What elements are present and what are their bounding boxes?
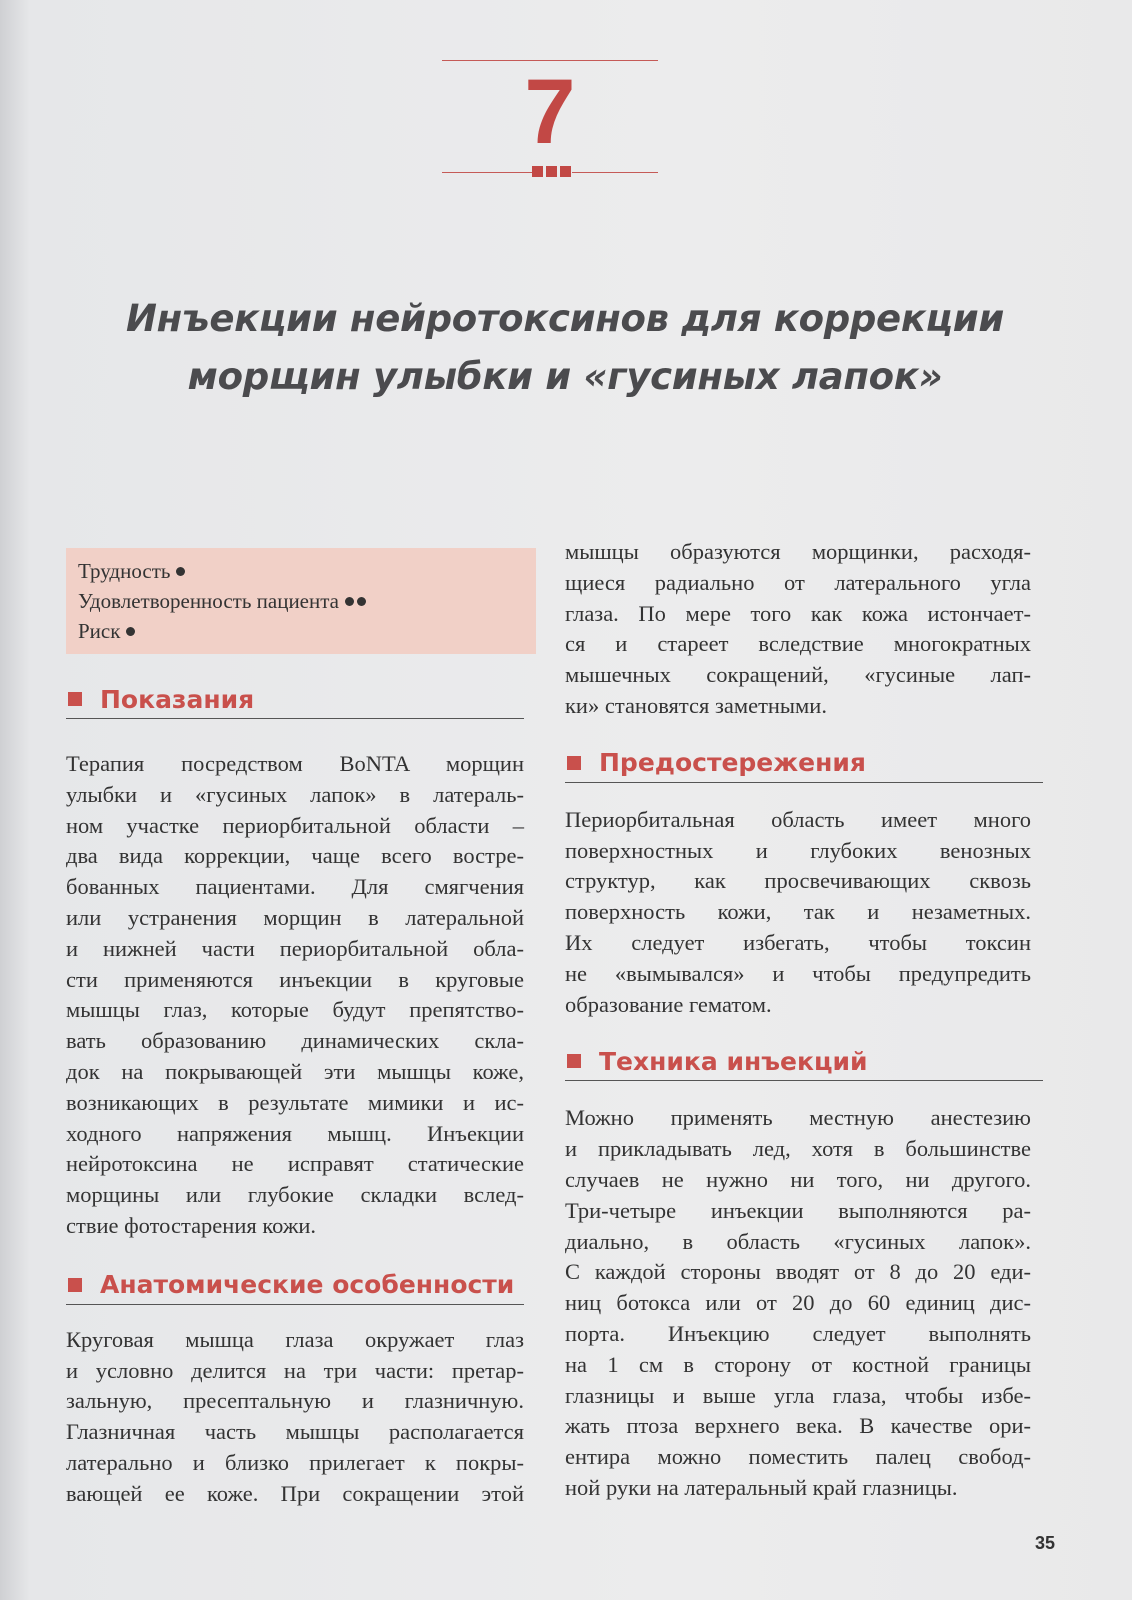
heading-square-icon xyxy=(567,1054,581,1068)
text-line: структур, как просвечивающих сквозь xyxy=(565,868,1031,894)
info-label: Трудность xyxy=(78,559,171,583)
text-line: ном участке периорбитальной области – xyxy=(66,812,524,838)
text-line: мышцы образуются морщинки, расходя- xyxy=(565,539,1031,564)
text-line: бованных пациентами. Для смягчения xyxy=(66,874,524,900)
rating-dot-icon xyxy=(345,597,354,606)
chapter-rule-bottom-right xyxy=(572,172,658,173)
text-line: поверхность кожи, так и незаметных. xyxy=(565,899,1031,925)
info-label: Риск xyxy=(78,619,121,643)
info-row-difficulty xyxy=(78,556,524,586)
chapter-ornament xyxy=(532,166,572,178)
heading-square-icon xyxy=(68,692,82,706)
text-line: глаза. По мере того как кожа истончает- xyxy=(565,600,1031,626)
chapter-title-line: морщин улыбки и «гусиных лапок» xyxy=(187,355,943,398)
text-line: вающей ее коже. При сокращении этой xyxy=(66,1480,524,1506)
text-line: щиеся радиально от латерального угла xyxy=(565,569,1031,595)
paragraph-indications xyxy=(66,749,524,1242)
text-line: мышечных сокращений, «гусиные лап- xyxy=(565,662,1031,688)
page-number: 35 xyxy=(1034,1533,1055,1553)
text-line: мышцы глаз, которые будут препятство- xyxy=(66,997,524,1023)
text-line: латерально и близко прилегает к покры- xyxy=(66,1449,524,1475)
section-heading-precautions xyxy=(565,744,1043,783)
rating-dot-icon xyxy=(357,597,366,606)
text-line: Три-четыре инъекции выполняются ра- xyxy=(565,1197,1031,1223)
rating-dot-icon xyxy=(126,627,135,636)
left-column xyxy=(66,548,536,1510)
text-line: и условно делится на три части: претар- xyxy=(66,1357,524,1383)
text-line: ходного напряжения мышц. Инъекции xyxy=(66,1120,524,1146)
text-line: ной руки на латеральный край глазницы. xyxy=(565,1474,958,1500)
section-heading-indications xyxy=(66,680,524,719)
text-line: глазницы и выше угла глаза, чтобы избе- xyxy=(565,1382,1031,1408)
text-line: и нижней части периорбитальной обла- xyxy=(66,935,524,961)
section-heading-text: Показания xyxy=(100,684,255,714)
chapter-title-line: Инъекции нейротоксинов для коррекции xyxy=(125,297,1005,340)
text-line: и прикладывать лед, хотя в большинстве xyxy=(565,1136,1031,1162)
text-line: ся и стареет вследствие многократных xyxy=(565,631,1031,657)
section-heading-anatomy xyxy=(66,1266,524,1305)
info-row-risk xyxy=(78,616,524,646)
text-line: зальную, пресептальную и глазничную. xyxy=(66,1388,524,1414)
text-line: Глазничная часть мышцы располагается xyxy=(66,1419,524,1445)
text-line: сти применяются инъекции в круговые xyxy=(66,966,524,992)
rating-dot-icon xyxy=(176,567,185,576)
paragraph-anatomy xyxy=(66,1325,524,1510)
chapter-rule-bottom-left xyxy=(442,172,532,173)
chapter-number: 7 xyxy=(524,61,576,163)
text-line: Можно применять местную анестезию xyxy=(565,1105,1031,1131)
text-line: поверхностных и глубоких венозных xyxy=(565,837,1031,863)
paragraph-technique xyxy=(565,1103,1031,1503)
info-label: Удовлетворенность пациента xyxy=(78,589,339,613)
heading-square-icon xyxy=(567,756,581,770)
text-line: два вида коррекции, чаще всего востре- xyxy=(66,843,524,869)
text-line: Круговая мышца глаза окружает глаз xyxy=(66,1326,524,1352)
text-line: док на покрывающей эти мышцы коже, xyxy=(66,1058,524,1084)
text-line: образование гематом. xyxy=(565,991,772,1017)
text-line: Терапия посредством BoNTA морщин xyxy=(66,751,524,776)
section-heading-text: Техника инъекций xyxy=(599,1046,868,1076)
heading-square-icon xyxy=(68,1278,82,1292)
info-box xyxy=(66,548,536,654)
text-line: улыбки и «гусиных лапок» в латераль- xyxy=(66,781,524,807)
text-line: ниц ботокса или от 20 до 60 единиц дис- xyxy=(565,1290,1031,1316)
text-line: диально, в область «гусиных лапок». xyxy=(565,1228,1031,1254)
paragraph-precautions xyxy=(565,805,1031,1021)
text-line: нейротоксина не исправят статические xyxy=(66,1151,524,1177)
paragraph-anatomy-continued xyxy=(565,537,1031,722)
text-line: жать птоза верхнего века. В качестве ори- xyxy=(565,1413,1031,1439)
text-line: случаев не нужно ни того, ни другого. xyxy=(565,1166,1031,1192)
text-line: порта. Инъекцию следует выполнять xyxy=(565,1320,1031,1346)
text-line: С каждой стороны вводят от 8 до 20 еди- xyxy=(565,1259,1031,1285)
text-line: ки» становятся заметными. xyxy=(565,692,827,718)
right-column xyxy=(565,537,1047,1504)
text-line: не «вымывался» и чтобы предупредить xyxy=(565,960,1031,986)
section-heading-text: Анатомические особенности xyxy=(100,1270,515,1300)
text-line: Их следует избегать, чтобы токсин xyxy=(565,929,1031,955)
chapter-title xyxy=(60,290,1070,406)
section-heading-text: Предостережения xyxy=(599,748,866,778)
text-line: вать образованию динамических скла- xyxy=(66,1028,524,1054)
text-line: морщины или глубокие складки вслед- xyxy=(66,1182,524,1208)
text-line: Периорбитальная область имеет много xyxy=(565,806,1031,832)
text-line: или устранения морщин в латеральной xyxy=(66,904,524,930)
section-heading-technique xyxy=(565,1042,1043,1081)
text-line: возникающих в результате мимики и ис- xyxy=(66,1089,524,1115)
text-line: на 1 см в сторону от костной границы xyxy=(565,1351,1031,1377)
text-line: ствие фотостарения кожи. xyxy=(66,1212,317,1238)
text-line: ентира можно поместить палец свобод- xyxy=(565,1444,1031,1470)
info-row-satisfaction xyxy=(78,586,524,616)
